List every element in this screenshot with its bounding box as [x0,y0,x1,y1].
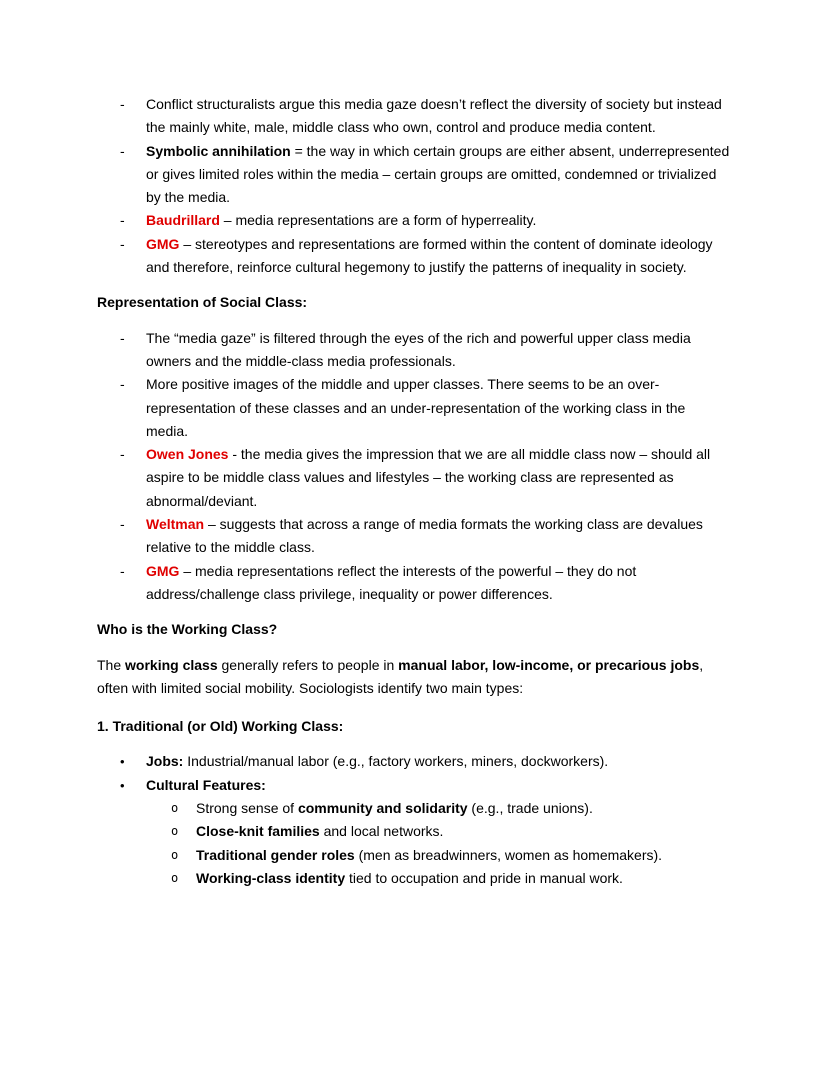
list-item-text [196,797,731,820]
circle-marker: o [171,847,179,862]
text-run: The [97,656,126,673]
text-run: – stereotypes and representations are formed within the content of dominate ideology and therefore, reinforce cultural hegemony to justify the patterns of inequality in society. [146,235,713,276]
list-item [97,443,731,513]
bold-text-run: working class [125,656,218,673]
list-item-text [146,373,731,443]
theorist-name: Weltman [146,516,205,533]
theorist-name: GMG [146,562,180,579]
list-item [97,750,731,773]
list-item-text [146,443,731,513]
text-run: The “media gaze” is filtered through the eyes of the rich and powerful upper class media owners and the middle-class media professionals. [146,329,691,369]
text-run: = the way in which certain groups are either absent, underrepresented or gives limited roles within the media – certain groups are omitted, condemned or trivialized by the media. [146,142,730,206]
circle-marker: o [171,801,179,816]
dash-marker: - [120,142,125,159]
list-item-text [146,327,731,374]
list-item-text [146,209,731,232]
list-item-text [146,140,731,210]
bold-text-run: Traditional gender roles [196,846,355,863]
text-run: – media representations are a form of hyperreality. [219,212,537,229]
bullet-marker: • [120,754,125,770]
list-item [97,560,731,607]
bold-text-run: Cultural Features: [146,776,266,793]
social-class-list [97,327,731,607]
dash-marker: - [120,562,125,579]
heading-representation-of-social-class: Representation of Social Class: [97,294,308,311]
bullet-marker: • [120,777,125,793]
circle-marker: o [171,870,179,885]
list-item-text [196,867,731,890]
bold-text-run: Working-class identity [196,869,346,886]
heading-traditional-working-class: 1. Traditional (or Old) Working Class: [97,718,344,735]
bold-text-run: Symbolic annihilation [146,142,291,159]
media-representation-list [97,93,731,279]
dash-marker: - [120,212,125,229]
list-item [97,513,731,560]
list-item [97,797,731,820]
list-item [97,140,731,210]
list-item-text [146,233,731,280]
list-item [97,327,731,374]
list-item [97,820,731,843]
text-run: (e.g., trade unions). [467,800,593,817]
text-run: Industrial/manual labor (e.g., factory workers, miners, dockworkers). [183,753,609,770]
list-item-text [146,513,731,560]
list-item-text [146,750,731,773]
list-item-text [146,560,731,607]
list-item [97,844,731,867]
bold-text-run: community and solidarity [297,800,468,817]
working-class-intro-paragraph [97,654,731,701]
list-item-text [146,774,731,797]
dash-marker: - [120,446,125,463]
list-item [97,233,731,280]
list-item [97,373,731,443]
dash-marker: - [120,235,125,252]
list-item [97,209,731,232]
text-run: - the media gives the impression that we are all middle class now – should all aspire to be middle class values and lifestyles – the working class are represented as abnormal/deviant. [146,446,711,509]
text-run: – media representations reflect the interests of the powerful – they do not address/challenge class privilege, inequality or power differences. [146,562,637,602]
bold-text-run: manual labor, low-income, or precarious jobs [398,656,700,673]
text-run: generally refers to people in [217,656,399,673]
dash-marker: - [120,96,125,112]
text-run: More positive images of the middle and upper classes. There seems to be an over-representation of these classes and an under-representation of the working class in the media. [146,376,686,439]
heading-who-is-the-working-class: Who is the Working Class? [97,621,278,638]
list-item [97,774,731,797]
text-run: – suggests that across a range of media formats the working class are devalues relative to the middle class. [146,516,703,556]
list-item [97,93,731,140]
text-run: , often with limited social mobility. Sociologists identify two main types: [97,656,704,696]
theorist-name: GMG [146,235,180,252]
dash-marker: - [120,516,125,533]
list-item-text [196,844,731,867]
traditional-working-class-list [97,750,731,890]
bold-text-run: Close-knit families [196,823,320,840]
dash-marker: - [120,376,125,393]
text-run: Strong sense of [196,800,298,817]
text-run: tied to occupation and pride in manual work. [345,869,623,886]
text-run: Conflict structuralists argue this media gaze doesn’t reflect the diversity of society but instead the mainly white, male, middle class who own, control and produce media content. [146,96,722,136]
theorist-name: Baudrillard [146,212,220,229]
theorist-name: Owen Jones [146,446,229,463]
list-item-text [196,820,731,843]
list-item [97,867,731,890]
circle-marker: o [171,824,179,839]
text-run: and local networks. [319,823,444,840]
dash-marker: - [120,329,125,346]
bold-text-run: Jobs: [146,753,184,770]
text-run: (men as breadwinners, women as homemakers). [354,846,663,863]
list-item-text [146,93,731,140]
